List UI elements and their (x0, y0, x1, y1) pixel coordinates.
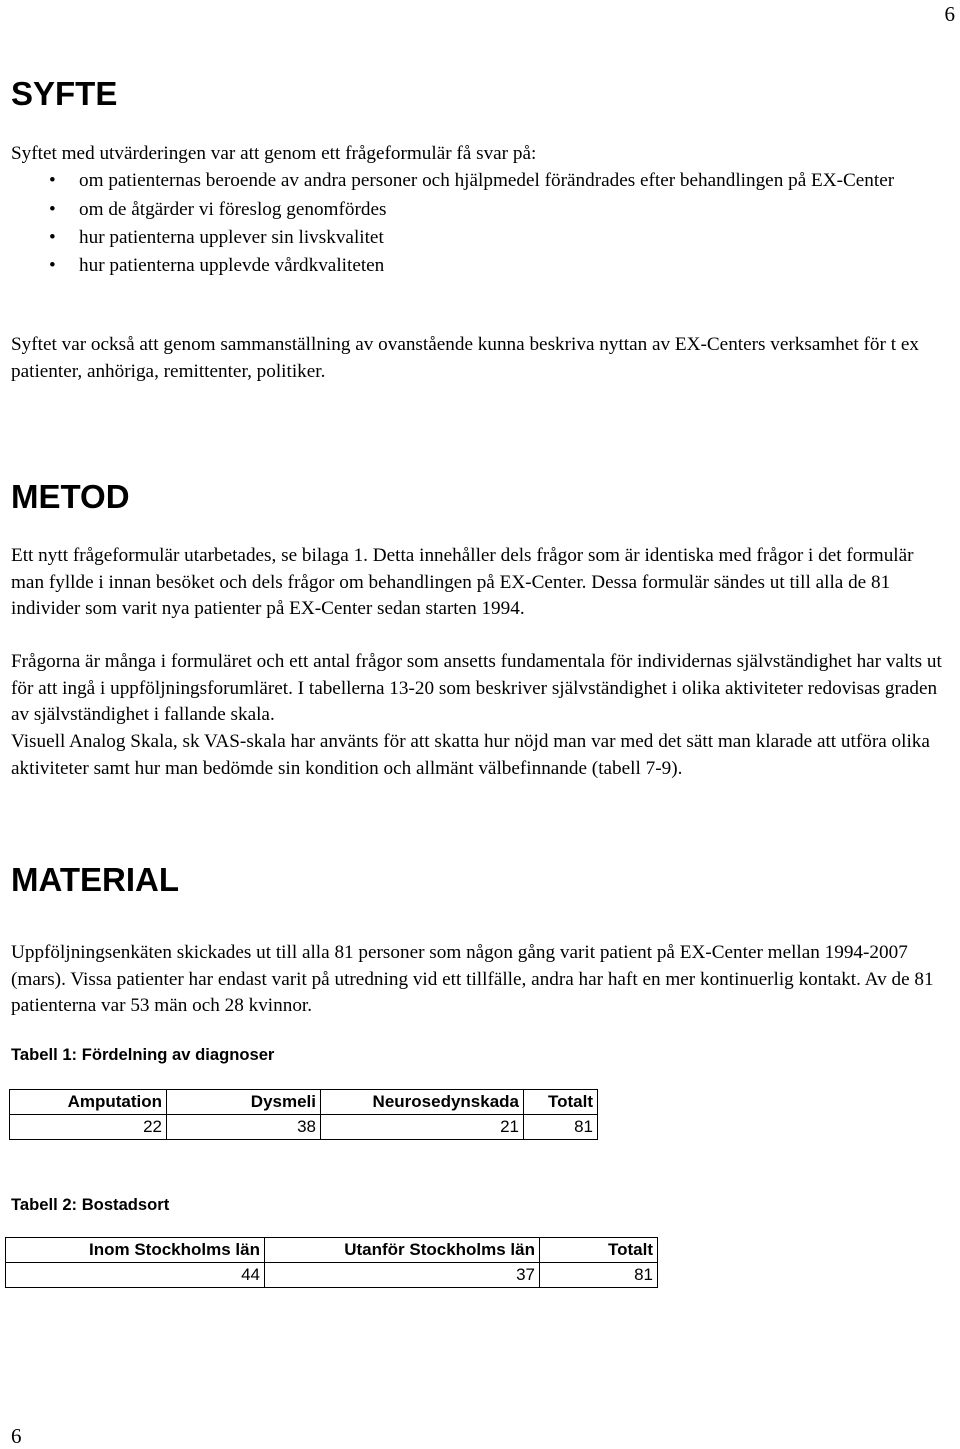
list-item: • hur patienterna upplever sin livskvalitet (11, 224, 951, 252)
table-row (10, 1115, 598, 1140)
bullet-icon: • (49, 227, 56, 248)
table-header-cell: Neurosedynskada (321, 1090, 524, 1115)
table2 (5, 1237, 658, 1288)
bullet-icon: • (49, 199, 56, 220)
page-number-bottom: 6 (11, 1424, 22, 1448)
table-cell: 81 (540, 1263, 658, 1288)
table-cell: 44 (6, 1263, 265, 1288)
heading-metod: METOD (11, 478, 130, 515)
syfte-bullet-list (11, 168, 951, 280)
heading-material: MATERIAL (11, 861, 180, 898)
heading-syfte: SYFTE (11, 75, 118, 112)
list-item: • om de åtgärder vi föreslog genomfördes (11, 196, 951, 224)
material-paragraph: Uppföljningsenkäten skickades ut till alla 81 personer som någon gång varit patient på EX-Center mellan 1994-2007 (mars). Vissa patienter har endast varit på utredning vid ett tillfälle, andra har haft en mer kontinuerlig kontakt. Av de 81 patienterna var 53 män och 28 kvinnor. (11, 942, 934, 1016)
metod-paragraph-3: Visuell Analog Skala, sk VAS-skala har använts för att skatta hur nöjd man var med det sätt man klarade att utföra olika aktiviteter samt hur man bedömde sin kondition och allmänt välbefinnande (tabell 7-9). (11, 731, 930, 779)
table-header-cell: Utanför Stockholms län (265, 1238, 540, 1263)
bullet-icon: • (49, 170, 56, 191)
table-cell: 21 (321, 1115, 524, 1140)
table-cell: 37 (265, 1263, 540, 1288)
metod-paragraph-1: Ett nytt frågeformulär utarbetades, se bilaga 1. Detta innehåller dels frågor som är identiska med frågor i det formulär man fyllde i innan besöket och dels frågor om behandlingen på EX-Center. Dessa formulär sändes ut till alla de 81 individer som varit nya patienter på EX-Center sedan starten 1994. (11, 545, 914, 619)
list-item: • hur patienterna upplevde vårdkvaliteten (11, 252, 951, 280)
table-cell: 81 (524, 1115, 598, 1140)
metod-paragraph-2: Frågorna är många i formuläret och ett antal frågor som ansetts fundamentala för individernas självständighet har valts ut för att ingå i uppföljningsforumläret. I tabellerna 13-20 som beskriver självständighet i olika aktiviteter redovisas graden av självständighet i fallande skala. (11, 651, 942, 725)
table-header-cell: Inom Stockholms län (6, 1238, 265, 1263)
table-header-cell: Totalt (540, 1238, 658, 1263)
table-header-cell: Amputation (10, 1090, 167, 1115)
table-header-cell: Totalt (524, 1090, 598, 1115)
table1-caption: Tabell 1: Fördelning av diagnoser (11, 1045, 275, 1064)
table-cell: 38 (167, 1115, 321, 1140)
table-header-row (6, 1238, 658, 1263)
page-number-top: 6 (944, 2, 955, 26)
table1 (9, 1089, 598, 1140)
table-cell: 22 (10, 1115, 167, 1140)
syfte-intro: Syftet med utvärderingen var att genom ett frågeformulär få svar på: (11, 143, 537, 164)
table-header-cell: Dysmeli (167, 1090, 321, 1115)
table2-caption: Tabell 2: Bostadsort (11, 1195, 170, 1214)
list-item: • om patienternas beroende av andra personer och hjälpmedel förändrades efter behandlingen på EX-Center (49, 170, 895, 191)
table-header-row (10, 1090, 598, 1115)
bullet-icon: • (49, 255, 56, 276)
table-row (6, 1263, 658, 1288)
syfte-paragraph: Syftet var också att genom sammanställning av ovanstående kunna beskriva nyttan av EX-Centers verksamhet för t ex patienter, anhöriga, remittenter, politiker. (11, 334, 919, 382)
